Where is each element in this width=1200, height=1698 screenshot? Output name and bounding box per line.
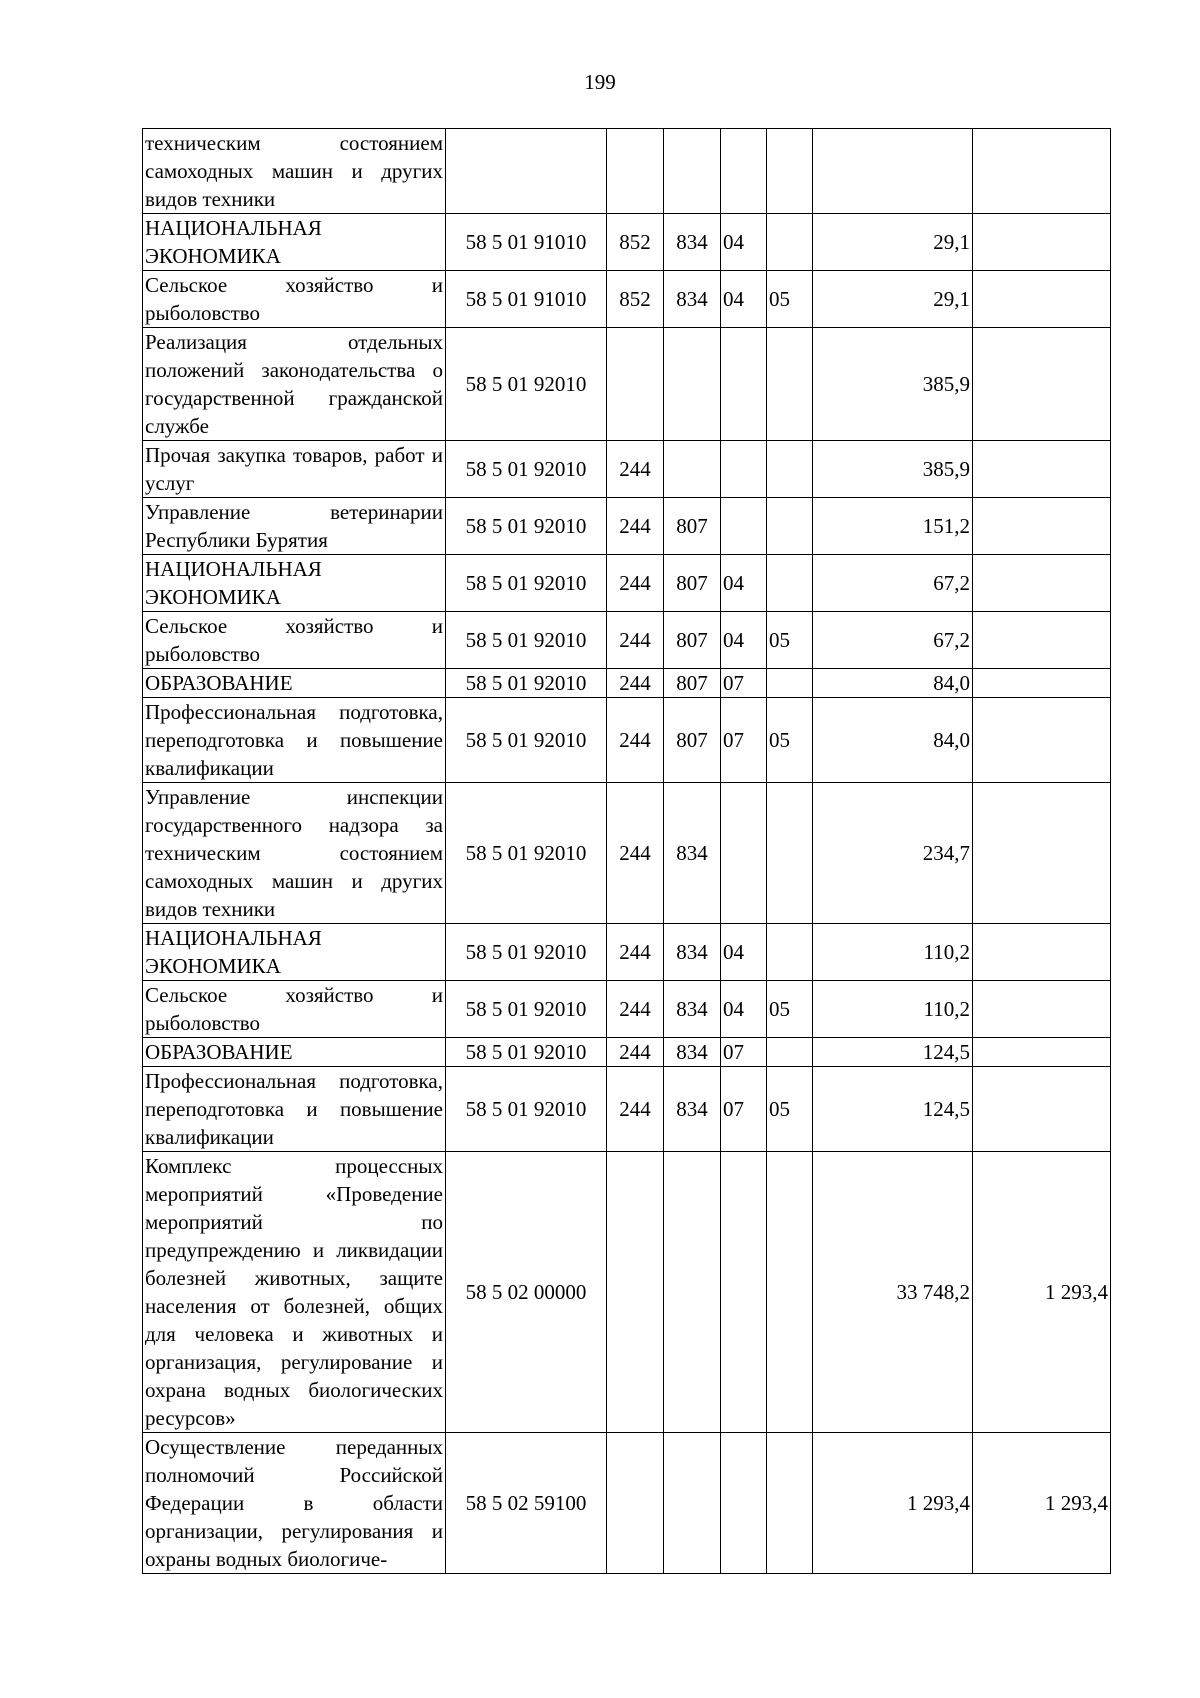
subsection-code-cell: 05 [767,612,813,669]
expense-type-code-cell: 244 [607,981,664,1038]
row-name-cell: Комплекс процессных мероприятий «Проведение мероприятий по предупреждению и ликвидации болезней животных, защите населения от болезней, общих для человека и животных и организация, регулирование и охрана водных биологических ресурсов» [143,1152,446,1433]
amount-federal-cell [973,612,1111,669]
target-article-code-cell: 58 5 01 92010 [446,1038,607,1067]
amount-federal-cell [973,698,1111,783]
amount-total-cell: 110,2 [813,981,973,1038]
ministry-code-cell [664,328,721,441]
row-name-cell: НАЦИОНАЛЬНАЯ ЭКОНОМИКА [143,555,446,612]
table-row [143,555,1111,612]
section-code-cell: 07 [721,669,767,698]
expense-type-code-cell: 244 [607,555,664,612]
amount-federal-cell [973,1038,1111,1067]
expense-type-code-cell: 244 [607,498,664,555]
expense-type-code-cell [607,1152,664,1433]
subsection-code-cell [767,669,813,698]
amount-total-cell: 29,1 [813,271,973,328]
amount-total-cell: 385,9 [813,328,973,441]
target-article-code-cell: 58 5 01 91010 [446,214,607,271]
subsection-code-cell [767,214,813,271]
amount-federal-cell [973,498,1111,555]
subsection-code-cell [767,924,813,981]
ministry-code-cell [664,441,721,498]
section-code-cell: 07 [721,1067,767,1152]
subsection-code-cell: 05 [767,981,813,1038]
section-code-cell [721,129,767,214]
amount-federal-cell [973,129,1111,214]
section-code-cell [721,1152,767,1433]
ministry-code-cell: 807 [664,555,721,612]
target-article-code-cell: 58 5 01 92010 [446,555,607,612]
target-article-code-cell: 58 5 01 92010 [446,1067,607,1152]
expense-type-code-cell [607,1433,664,1574]
subsection-code-cell [767,1433,813,1574]
amount-federal-cell [973,328,1111,441]
amount-total-cell: 234,7 [813,783,973,924]
amount-federal-cell [973,924,1111,981]
table-row [143,1433,1111,1574]
row-name-cell: Сельское хозяйство и рыболовство [143,271,446,328]
row-name-cell: Профессиональная подготовка, переподготовка и повышение квалификации [143,1067,446,1152]
ministry-code-cell: 834 [664,1038,721,1067]
target-article-code-cell: 58 5 01 92010 [446,612,607,669]
expense-type-code-cell: 244 [607,783,664,924]
table-row [143,783,1111,924]
amount-federal-cell [973,669,1111,698]
section-code-cell [721,498,767,555]
amount-total-cell: 67,2 [813,612,973,669]
expense-type-code-cell [607,328,664,441]
table-row [143,1038,1111,1067]
row-name-cell: НАЦИОНАЛЬНАЯ ЭКОНОМИКА [143,924,446,981]
target-article-code-cell: 58 5 01 92010 [446,441,607,498]
ministry-code-cell: 834 [664,783,721,924]
table-row [143,214,1111,271]
expense-type-code-cell: 244 [607,698,664,783]
ministry-code-cell: 807 [664,698,721,783]
budget-table [142,128,1111,1574]
subsection-code-cell [767,1038,813,1067]
amount-federal-cell [973,981,1111,1038]
amount-federal-cell: 1 293,4 [973,1433,1111,1574]
section-code-cell: 04 [721,214,767,271]
row-name-cell: ОБРАЗОВАНИЕ [143,669,446,698]
amount-total-cell: 84,0 [813,698,973,783]
ministry-code-cell: 807 [664,612,721,669]
table-row [143,669,1111,698]
target-article-code-cell: 58 5 02 00000 [446,1152,607,1433]
amount-total-cell: 124,5 [813,1067,973,1152]
table-row [143,441,1111,498]
ministry-code-cell: 807 [664,498,721,555]
amount-total-cell: 84,0 [813,669,973,698]
row-name-cell: Осуществление переданных полномочий Российской Федерации в области организации, регулирования и охраны водных биологиче- [143,1433,446,1574]
expense-type-code-cell: 852 [607,214,664,271]
ministry-code-cell [664,1433,721,1574]
subsection-code-cell: 05 [767,698,813,783]
table-row [143,924,1111,981]
amount-total-cell: 124,5 [813,1038,973,1067]
target-article-code-cell: 58 5 01 92010 [446,981,607,1038]
amount-total-cell: 1 293,4 [813,1433,973,1574]
amount-federal-cell [973,1067,1111,1152]
expense-type-code-cell: 244 [607,612,664,669]
row-name-cell: НАЦИОНАЛЬНАЯ ЭКОНОМИКА [143,214,446,271]
section-code-cell [721,328,767,441]
subsection-code-cell [767,1152,813,1433]
table-row [143,698,1111,783]
table-row [143,612,1111,669]
row-name-cell: Прочая закупка товаров, работ и услуг [143,441,446,498]
row-name-cell: Управление инспекции государственного надзора за техническим состоянием самоходных машин и других видов техники [143,783,446,924]
amount-total-cell: 385,9 [813,441,973,498]
amount-total-cell: 29,1 [813,214,973,271]
amount-federal-cell [973,555,1111,612]
target-article-code-cell: 58 5 01 92010 [446,669,607,698]
expense-type-code-cell: 244 [607,924,664,981]
expense-type-code-cell: 244 [607,441,664,498]
row-name-cell: Сельское хозяйство и рыболовство [143,612,446,669]
subsection-code-cell [767,783,813,924]
amount-total-cell: 151,2 [813,498,973,555]
section-code-cell: 04 [721,612,767,669]
section-code-cell [721,1433,767,1574]
table-row [143,981,1111,1038]
ministry-code-cell: 834 [664,924,721,981]
target-article-code-cell: 58 5 01 91010 [446,271,607,328]
ministry-code-cell [664,129,721,214]
amount-federal-cell [973,441,1111,498]
expense-type-code-cell: 852 [607,271,664,328]
target-article-code-cell: 58 5 01 92010 [446,783,607,924]
table-row [143,498,1111,555]
section-code-cell: 07 [721,1038,767,1067]
target-article-code-cell: 58 5 01 92010 [446,698,607,783]
section-code-cell: 04 [721,981,767,1038]
subsection-code-cell [767,498,813,555]
ministry-code-cell: 807 [664,669,721,698]
subsection-code-cell [767,555,813,612]
amount-federal-cell [973,783,1111,924]
ministry-code-cell: 834 [664,1067,721,1152]
table-body [143,129,1111,1574]
row-name-cell: Управление ветеринарии Республики Бурятия [143,498,446,555]
target-article-code-cell: 58 5 02 59100 [446,1433,607,1574]
row-name-cell: Реализация отдельных положений законодательства о государственной гражданской службе [143,328,446,441]
section-code-cell: 04 [721,271,767,328]
target-article-code-cell: 58 5 01 92010 [446,498,607,555]
section-code-cell: 04 [721,555,767,612]
amount-federal-cell [973,214,1111,271]
expense-type-code-cell [607,129,664,214]
row-name-cell: ОБРАЗОВАНИЕ [143,1038,446,1067]
ministry-code-cell: 834 [664,214,721,271]
amount-total-cell: 110,2 [813,924,973,981]
table-row [143,328,1111,441]
table-row [143,1067,1111,1152]
amount-total-cell: 33 748,2 [813,1152,973,1433]
amount-federal-cell [973,271,1111,328]
expense-type-code-cell: 244 [607,669,664,698]
table-row [143,271,1111,328]
row-name-cell: Профессиональная подготовка, переподготовка и повышение квалификации [143,698,446,783]
section-code-cell [721,441,767,498]
ministry-code-cell: 834 [664,271,721,328]
row-name-cell: техническим состоянием самоходных машин и других видов техники [143,129,446,214]
amount-total-cell: 67,2 [813,555,973,612]
subsection-code-cell: 05 [767,271,813,328]
target-article-code-cell: 58 5 01 92010 [446,924,607,981]
subsection-code-cell [767,328,813,441]
subsection-code-cell [767,441,813,498]
section-code-cell: 07 [721,698,767,783]
ministry-code-cell: 834 [664,981,721,1038]
amount-total-cell [813,129,973,214]
ministry-code-cell [664,1152,721,1433]
page-number: 199 [584,70,616,94]
expense-type-code-cell: 244 [607,1067,664,1152]
subsection-code-cell [767,129,813,214]
target-article-code-cell: 58 5 01 92010 [446,328,607,441]
section-code-cell: 04 [721,924,767,981]
subsection-code-cell: 05 [767,1067,813,1152]
amount-federal-cell: 1 293,4 [973,1152,1111,1433]
table-row [143,129,1111,214]
section-code-cell [721,783,767,924]
target-article-code-cell [446,129,607,214]
row-name-cell: Сельское хозяйство и рыболовство [143,981,446,1038]
table-row [143,1152,1111,1433]
expense-type-code-cell: 244 [607,1038,664,1067]
